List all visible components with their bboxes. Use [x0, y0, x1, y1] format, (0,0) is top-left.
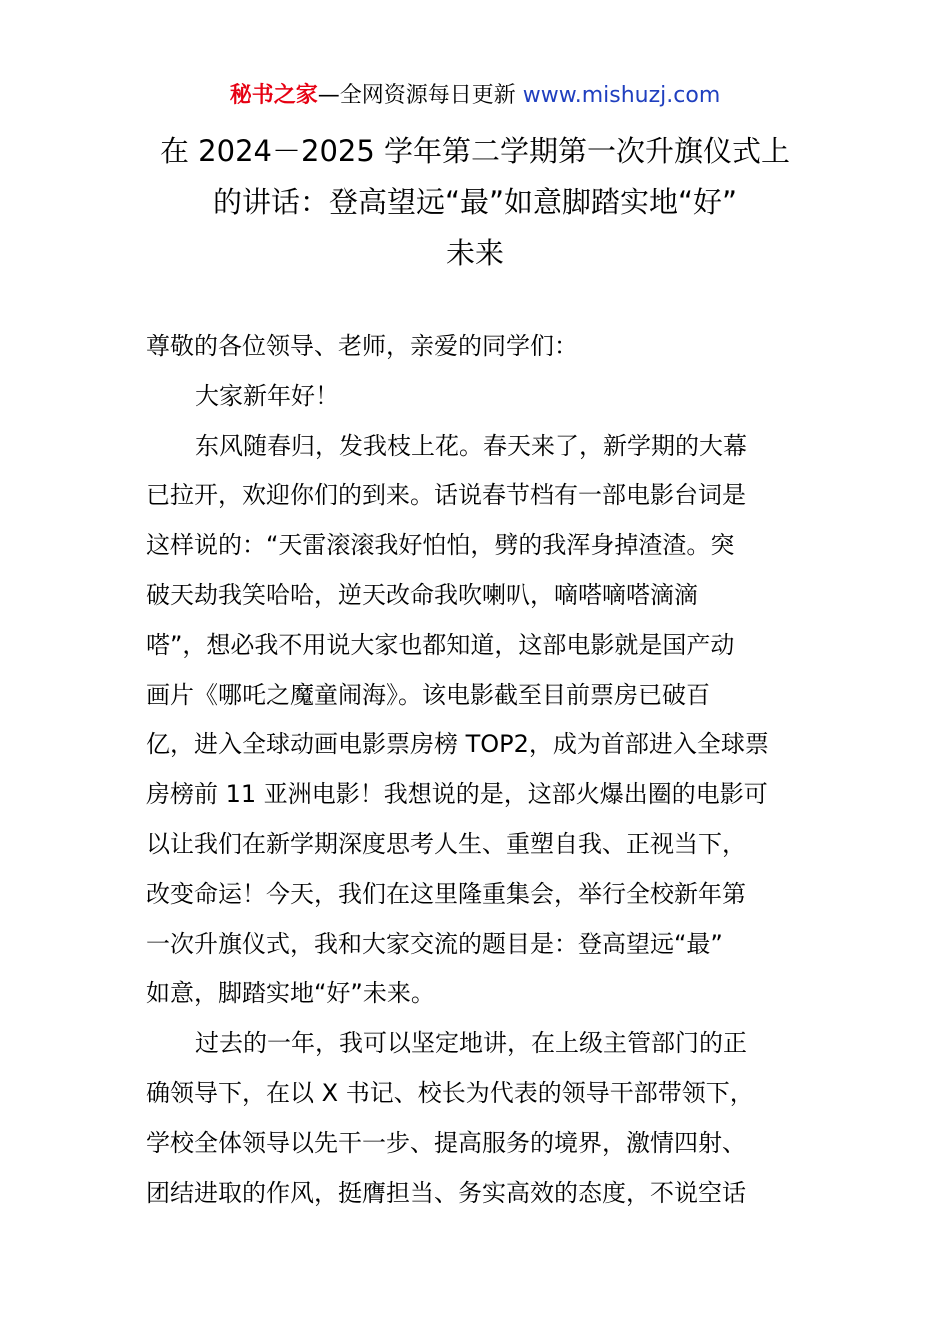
- paragraph-line: 已拉开，欢迎你们的到来。话说春节档有一部电影台词是: [146, 481, 746, 510]
- salutation: 尊敬的各位领导、老师，亲爱的同学们：: [146, 332, 578, 360]
- site-url[interactable]: www.mishuzj.com: [522, 83, 721, 108]
- paragraph-line: 确领导下，在以 X 书记、校长为代表的领导干部带领下，: [146, 1078, 754, 1107]
- document-title: [120, 126, 830, 279]
- document-body: [146, 322, 810, 1218]
- paragraph-line: 亿，进入全球动画电影票房榜 TOP2，成为首部进入全球票: [146, 730, 769, 759]
- title-line: 未来: [445, 236, 504, 270]
- greeting-paragraph: 大家新年好！: [195, 381, 339, 410]
- site-tagline: —全网资源每日更新: [317, 83, 523, 108]
- paragraph-line: 这样说的：“天雷滚滚我好怕怕，劈的我浑身掉渣渣。突: [146, 531, 735, 560]
- paragraph-line: 东风随春归，发我枝上花。春天来了，新学期的大幕: [195, 431, 747, 460]
- title-line: 的讲话：登高望远“最”如意脚踏实地“好”: [212, 185, 738, 219]
- site-brand: 秘书之家: [229, 83, 318, 108]
- paragraph-line: 嗒”，想必我不用说大家也都知道，这部电影就是国产动: [146, 630, 735, 659]
- title-line: 在 2024－2025 学年第二学期第一次升旗仪式上: [159, 134, 791, 168]
- paragraph-line: 破天劫我笑哈哈，逆天改命我吹喇叭，嘀嗒嘀嗒滴滴: [146, 580, 698, 609]
- paragraph-line: 画片《哪吒之魔童闹海》。该电影截至目前票房已破百: [146, 680, 710, 709]
- paragraph-line: 团结进取的作风，挺膺担当、务实高效的态度，不说空话: [146, 1178, 746, 1207]
- paragraph-line: 学校全体领导以先干一步、提高服务的境界，激情四射、: [146, 1128, 746, 1157]
- paragraph-line: 改变命运！今天，我们在这里隆重集会，举行全校新年第: [146, 879, 746, 908]
- site-header: [0, 80, 950, 112]
- paragraph-line: 过去的一年，我可以坚定地讲，在上级主管部门的正: [195, 1029, 747, 1058]
- paragraph-line: 如意，脚踏实地“好”未来。: [146, 979, 435, 1008]
- paragraph-line: 一次升旗仪式，我和大家交流的题目是：登高望远“最”: [146, 929, 723, 958]
- paragraph-line: 以让我们在新学期深度思考人生、重塑自我、正视当下，: [146, 829, 746, 858]
- paragraph-line: 房榜前 11 亚洲电影！我想说的是，这部火爆出圈的电影可: [146, 780, 768, 809]
